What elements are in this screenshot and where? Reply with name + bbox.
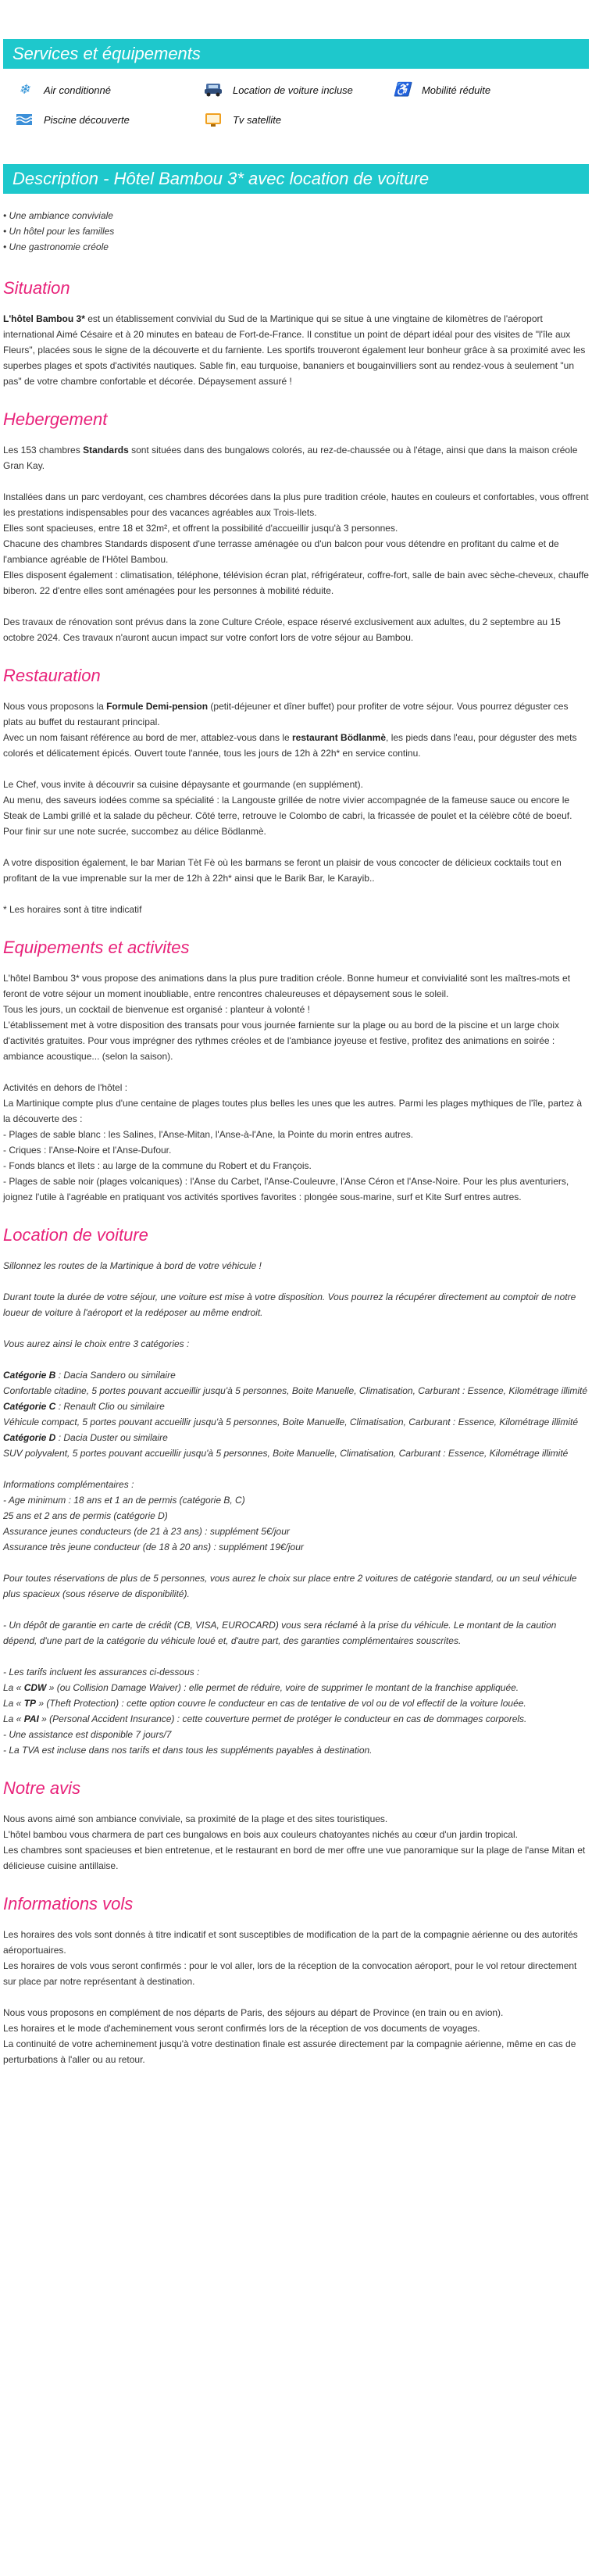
situation-text: L'hôtel Bambou 3* est un établissement convivial du Sud de la Martinique qui se situe à une vingtaine de kilomètres de l'aéroport international Aimé Césaire et à 20 minutes en bateau de Fort-de-France. Il constitue un point de départ idéal pour des visites de "l'île aux Fleurs", placées sous le signe de la découverte et du farniente. Les sportifs trouveront également leur bonheur grâce à sa proximité avec les superbes plages et spots d'activités nautiques. Sable fin, eau turquoise, bananiers et bougainvilliers sont au rendez-vous à seulement "un pas" de votre chambre confortable et décorée. Dépaysement assuré ! bbox=[3, 313, 586, 387]
hebergement-works: Des travaux de rénovation sont prévus dans la zone Culture Créole, espace réservé exclusivement aux adultes, du 2 septembre au 15 octobre 2024. Ces travaux n'auront aucun impact sur votre confort lors de votre séjour au Bambou. bbox=[3, 616, 561, 643]
amenity-label: Tv satellite bbox=[232, 113, 282, 126]
restauration-heading: Restauration bbox=[3, 666, 101, 685]
amenity-item bbox=[12, 81, 201, 98]
equipements-text: L'hôtel Bambou 3* vous propose des animations dans la plus pure tradition créole. Bonne humeur et convivialité sont les maîtres-mots et feront de votre séjour un moment inoubliable, entre rencontres chaleureuses et dépaysement sous le soleil. Tous les jours, un cocktail de bienvenue est organisé : planteur à volonté ! L'établissement met à votre disposition des transats pour vous journée farniente sur la plage ou au bord de la piscine et un large choix d'activités gratuites. Pour vous imprégner des rythmes créoles et de l'ambiance joyeuse et festive, profitez des animations en soirée : ambiance acoustique... (selon la saison). bbox=[3, 973, 571, 1062]
highlight-item: • Une gastronomie créole bbox=[3, 239, 589, 255]
situation-heading: Situation bbox=[3, 278, 70, 298]
services-heading: Services et équipements bbox=[3, 39, 589, 69]
location-deposit: - Un dépôt de garantie en carte de crédit (CB, VISA, EUROCARD) vous sera réclamé à la prise du véhicule. Le montant de la caution dépend, d'une part de la catégorie du véhicule loué et, d'autre part, des garanties complémentaires souscrites. bbox=[3, 1620, 557, 1646]
notre-avis-heading: Notre avis bbox=[3, 1778, 81, 1798]
amenity-item bbox=[201, 111, 391, 128]
restauration-chef: Le Chef, vous invite à découvrir sa cuisine dépaysante et gourmande (en supplément). Au menu, des saveurs iodées comme sa spécialité : la Langouste grillée de notre vivier accompagnée de la fameuse sauce ou encore le Steak de Lambi grillé et la salade du pêcheur. Côté terre, retrouve le Colombo de cabri, la fricassée de poulet et la célèbre côté de boeuf. Pour finir sur une note sucrée, succombez au délice Bödlanmè. bbox=[3, 779, 572, 837]
wheelchair-icon: ♿ bbox=[394, 82, 411, 97]
location-heading: Location de voiture bbox=[3, 1225, 148, 1245]
vols-heading: Informations vols bbox=[3, 1894, 134, 1913]
location-intro: Sillonnez les routes de la Martinique à bord de votre véhicule ! bbox=[3, 1260, 262, 1271]
location-insurance: - Les tarifs incluent les assurances ci-dessous : La « CDW » (ou Collision Damage Waiver) : elle permet de réduire, voire de supprimer le montant de la franchise appliquée. La « TP » (Theft Protection) : cette option couvre le conducteur en cas de tentative de vol ou de vol effectif de la voiture louée. La « PAI » (Personal Accident Insurance) : cette couverture permet de protéger le conducteur en cas de dommages corporels. - Une assistance est disponible 7 jours/7 - La TVA est incluse dans nos tarifs et dans tous les suppléments payables à destination. bbox=[3, 1667, 527, 1756]
location-info: Informations complémentaires : - Age minimum : 18 ans et 1 an de permis (catégorie B, C) 25 ans et 2 ans de permis (catégorie D) Assurance jeunes conducteurs (de 21 à 23 ans) : supplément 5€/jour Assurance très jeune conducteur (de 18 à 20 ans) : supplément 19€/jour bbox=[3, 1479, 304, 1552]
pool-icon bbox=[12, 111, 36, 128]
notre-avis-text: Nous avons aimé son ambiance conviviale, sa proximité de la plage et des sites touristiques. L'hôtel bambou vous charmera de part ces bungalows en bois aux couleurs chatoyantes nichés au cœur d'un jardin tropical. Les chambres sont spacieuses et bien entretenue, et le restaurant en bord de mer offre une vue panoramique sur la plage de l'anse Mitan et délicieuse cuisine antillaise. bbox=[3, 1813, 586, 1871]
location-group: Pour toutes réservations de plus de 5 personnes, vous aurez le choix sur place entre 2 voitures de catégorie standard, ou un seul véhicule plus spacieux (sous réserve de disponibilité). bbox=[3, 1573, 577, 1599]
hebergement-intro: Les 153 chambres Standards sont situées dans des bungalows colorés, au rez-de-chaussée ou à l'étage, ainsi que dans la maison créole Gran Kay. bbox=[3, 445, 578, 471]
vols-province: Nous vous proposons en complément de nos départs de Paris, des séjours au départ de Province (en train ou en avion). Les horaires et le mode d'acheminement vous seront confirmés lors de la réception de vos documents de voyages. La continuité de votre acheminement jusqu'à votre destination finale est assurée directement par la compagnie aérienne, même en cas de perturbations à l'aller ou au retour. bbox=[3, 2007, 576, 2065]
highlights-list bbox=[3, 194, 589, 259]
location-text: Durant toute la durée de votre séjour, une voiture est mise à votre disposition. Vous pourrez la récupérer directement au comptoir de notre loueur de voiture à l'aéroport et la redéposer au même endroit. bbox=[3, 1292, 576, 1318]
vols-text: Les horaires des vols sont donnés à titre indicatif et sont susceptibles de modification de la part de la compagnie aérienne ou des autorités aéroportuaires. Les horaires de vols vous seront confirmés : pour le vol aller, lors de la réception de la convocation aéroport, pour le vol retour directement sur place par notre représentant à destination. bbox=[3, 1929, 578, 1987]
location-categories-intro: Vous aurez ainsi le choix entre 3 catégories : bbox=[3, 1338, 190, 1349]
amenities-list bbox=[3, 69, 589, 148]
amenity-label: Piscine découverte bbox=[44, 113, 130, 126]
car-icon bbox=[201, 81, 225, 98]
highlight-item: • Une ambiance conviviale bbox=[3, 208, 589, 223]
restauration-note: * Les horaires sont à titre indicatif bbox=[3, 904, 142, 915]
highlight-item: • Un hôtel pour les familles bbox=[3, 223, 589, 239]
amenity-item bbox=[201, 81, 391, 98]
amenity-item bbox=[391, 81, 580, 98]
location-categories: Catégorie B : Dacia Sandero ou similaire Confortable citadine, 5 portes pouvant accueillir jusqu'à 5 personnes, Boite Manuelle, Climatisation, Carburant : Essence, Kilométrage illimité Catégorie C : Renault Clio ou similaire Véhicule compact, 5 portes pouvant accueillir jusqu'à 5 personnes, Boite Manuelle, Climatisation, Carburant : Essence, Kilométrage illimité Catégorie D : Dacia Duster ou similaire SUV polyvalent, 5 portes pouvant accueillir jusqu'à 5 personnes, Boite Manuelle, Climatisation, Carburant : Essence, Kilométrage illimité bbox=[3, 1370, 588, 1459]
hebergement-heading: Hebergement bbox=[3, 409, 108, 429]
hebergement-text: Installées dans un parc verdoyant, ces chambres décorées dans la plus pure tradition créole, hautes en couleurs et confortables, vous offrent les prestations indispensables pour des vacances agréables aux Trois-Ilets. Elles sont spacieuses, entre 18 et 32m², et offrent la possibilité d'accueillir jusqu'à 3 personnes. Chacune des chambres Standards disposent d'une terrasse aménagée ou d'un balcon pour vous détendre en profitant du calme et de l'ambiance agréable de l'Hôtel Bambou. Elles disposent également : climatisation, téléphone, télévision écran plat, réfrigérateur, coffre-fort, salle de bain avec sèche-cheveux, chauffe biberon. 22 d'entre elles sont aménagées pour les personnes à mobilité réduite. bbox=[3, 491, 589, 596]
restauration-intro: Nous vous proposons la Formule Demi-pension (petit-déjeuner et dîner buffet) pour profiter de votre séjour. Vous pourrez déguster ces plats au buffet du restaurant principal. Avec un nom faisant référence au bord de mer, attablez-vous dans le restaurant Bödlanmè, les pieds dans l'eau, pour déguster des mets colorés et délicatement épicés. Ouvert toute l'année, tous les jours de 12h à 22h* en service continu. bbox=[3, 701, 577, 759]
amenity-label: Mobilité réduite bbox=[421, 84, 491, 96]
amenity-label: Location de voiture incluse bbox=[232, 84, 353, 96]
description-heading: Description - Hôtel Bambou 3* avec location de voiture bbox=[3, 164, 589, 194]
restauration-bar: A votre disposition également, le bar Marian Tèt Fè où les barmans se feront un plaisir de vous concocter de délicieux cocktails tout en profitant de la vue imprenable sur la mer de 12h à 22h* ainsi que le Barik Bar, le Karayib.. bbox=[3, 857, 562, 884]
tv-icon bbox=[201, 111, 225, 128]
snowflake-icon: ❄ bbox=[18, 82, 30, 97]
equipements-heading: Equipements et activites bbox=[3, 938, 190, 957]
amenity-label: Air conditionné bbox=[44, 84, 111, 96]
amenity-item bbox=[12, 111, 201, 128]
equipements-outside: Activités en dehors de l'hôtel : La Martinique compte plus d'une centaine de plages toutes plus belles les unes que les autres. Parmi les plages mythiques de l'île, partez à la découverte des : - Plages de sable blanc : les Salines, l'Anse-Mitan, l'Anse-à-l'Ane, la Pointe du morin entres autres. - Criques : l'Anse-Noire et l'Anse-Dufour. - Fonds blancs et îlets : au large de la commune du Robert et du François. - Plages de sable noir (plages volcaniques) : l'Anse du Carbet, l'Anse-Couleuvre, l'Anse Céron et l'Anse-Noire. Pour les plus aventuriers, joignez l'utile à l'agréable en pratiquant vos activités sportives favorites : plongée sous-marine, surf et Kite Surf entres autres. bbox=[3, 1082, 583, 1202]
